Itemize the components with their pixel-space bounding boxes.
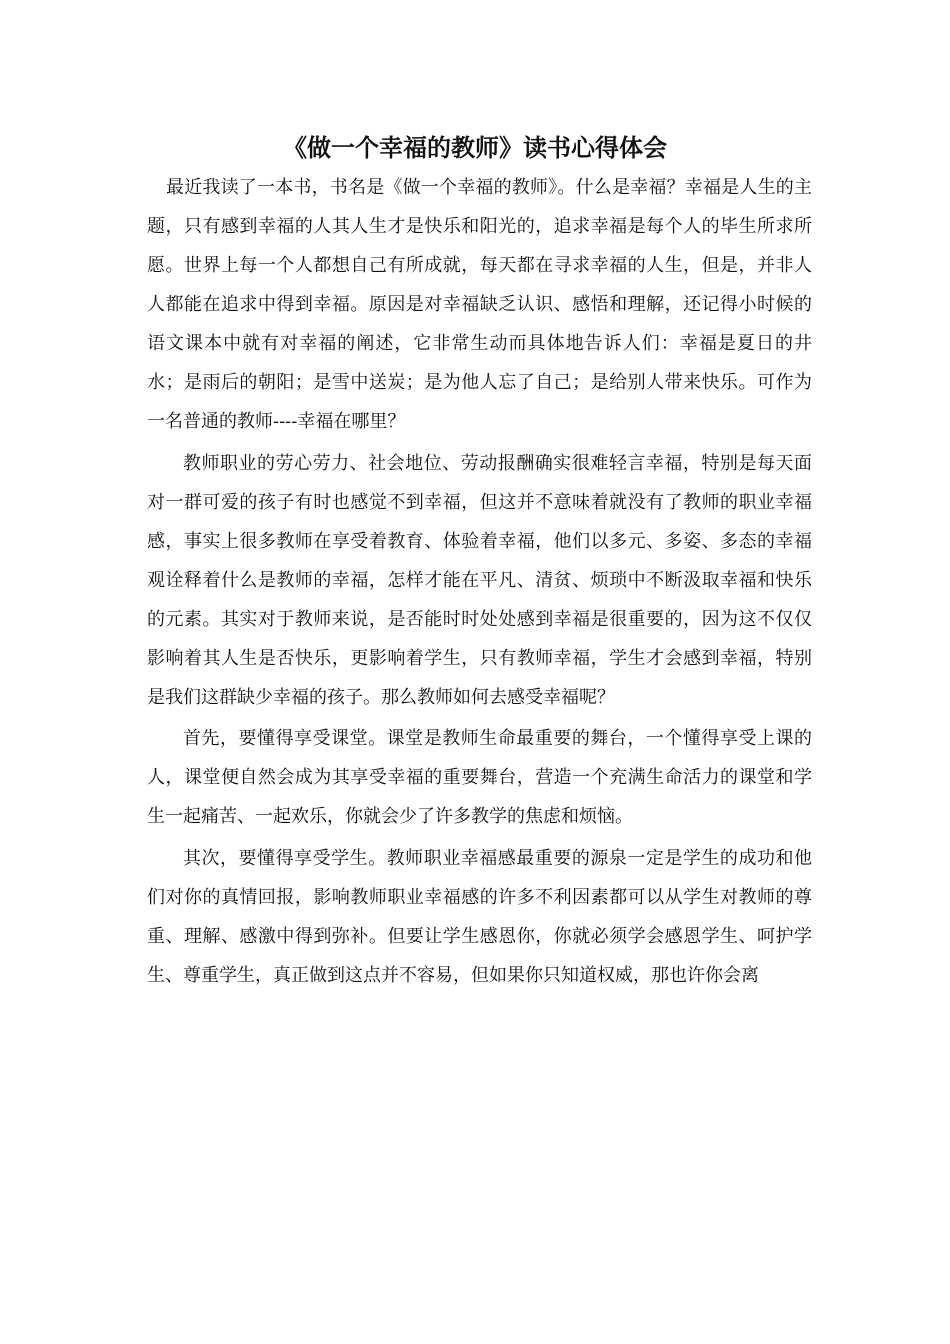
document-title: 《做一个幸福的教师》读书心得体会 (283, 133, 667, 162)
paragraph-2: 教师职业的劳心劳力、社会地位、劳动报酬确实很难轻言幸福，特别是每天面对一群可爱的孩子有时也感觉不到幸福，但这并不意味着就没有了教师的职业幸福感，事实上很多教师在享受着教育、体验着幸福，他们以多元、多姿、多态的幸福观诠释着什么是教师的幸福，怎样才能在平凡、清贫、烦琐中不断汲取幸福和快乐的元素。其实对于教师来说，是否能时时处处感到幸福是很重要的，因为这不仅仅影响着其人生是否快乐，更影响着学生，只有教师幸福，学生才会感到幸福，特别是我们这群缺少幸福的孩子。那么教师如何去感受幸福呢？ (147, 452, 812, 708)
document-body (147, 168, 812, 995)
paragraph-3: 首先，要懂得享受课堂。课堂是教师生命最重要的舞台，一个懂得享受上课的人，课堂便自然会成为其享受幸福的重要舞台，营造一个充满生命活力的课堂和学生一起痛苦、一起欢乐，你就会少了许多教学的焦虑和烦恼。 (147, 728, 812, 827)
paragraph-4: 其次，要懂得享受学生。教师职业幸福感最重要的源泉一定是学生的成功和他们对你的真情回报，影响教师职业幸福感的许多不利因素都可以从学生对教师的尊重、理解、感激中得到弥补。但要让学生感恩你，你就必须学会感恩学生、呵护学生、尊重学生，真正做到这点并不容易，但如果你只知道权威，那也许你会离 (147, 847, 812, 986)
paragraph-1: 最近我读了一本书，书名是《做一个幸福的教师》。什么是幸福？幸福是人生的主题，只有感到幸福的人其人生才是快乐和阳光的，追求幸福是每个人的毕生所求所愿。世界上每一个人都想自己有所成就，每天都在寻求幸福的人生，但是，并非人人都能在追求中得到幸福。原因是对幸福缺乏认识、感悟和理解，还记得小时候的语文课本中就有对幸福的阐述，它非常生动而具体地告诉人们：幸福是夏日的井水；是雨后的朝阳；是雪中送炭；是为他人忘了自己；是给别人带来快乐。可作为一名普通的教师----幸福在哪里？ (147, 177, 812, 432)
